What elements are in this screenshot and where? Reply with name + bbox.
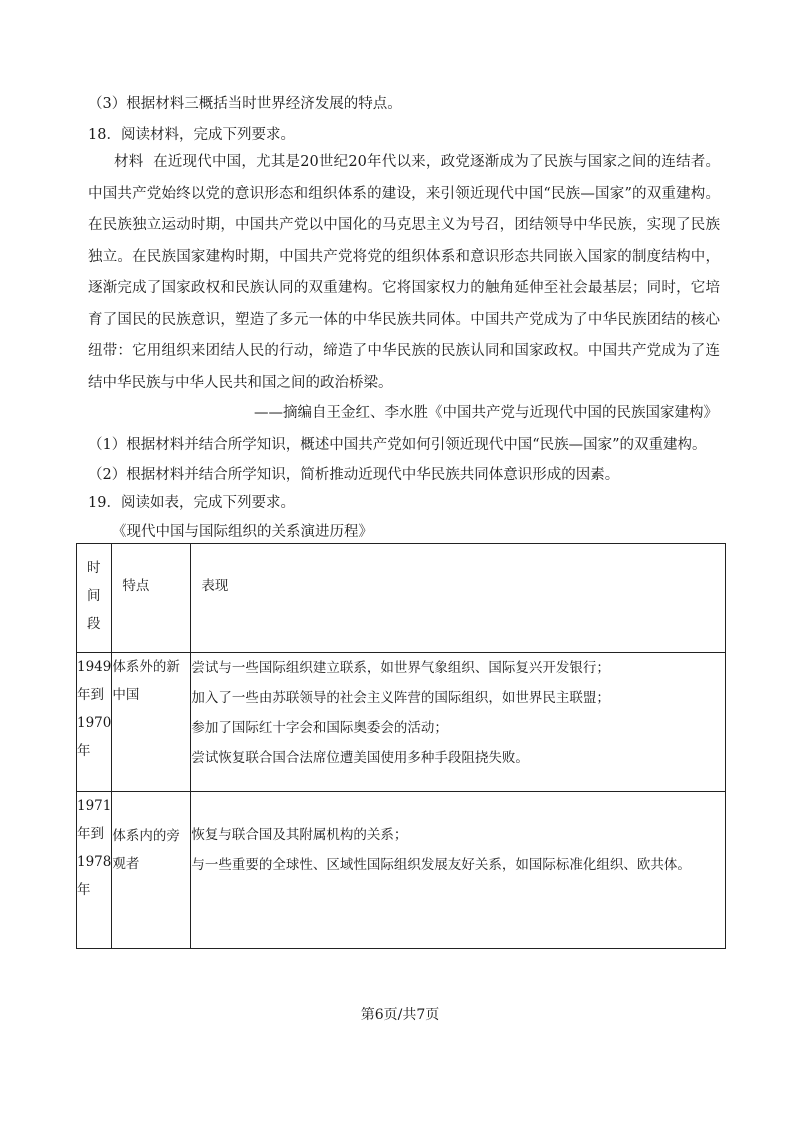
table-row [77,653,726,792]
period-line: 年到 [77,687,104,703]
period-line: 1971 [77,798,112,814]
relations-table [76,543,726,949]
feature-cell [112,792,191,949]
period-line: 年 [77,743,91,759]
detail-cell [191,653,726,792]
q18-source: ——摘编自王金红、李水胜《中国共产党与近现代中国的民族国家建构》 [254,405,718,421]
col-header-period [77,544,112,653]
detail-cell [191,792,726,949]
material-text: 在近现代中国，尤其是20世纪20年代以来，政党逐渐成为了民族与国家之间的连结者。中国共产党始终以党的意识形态和组织体系的建设，来引领近现代中国“民族—国家”的双重建构。在民族独立运动时期，中国共产党以中国化的马克思主义为号召，团结领导中华民族，实现了民族独立。在民族国家建构时期，中国共产党将党的组织体系和意识形态共同嵌入国家的制度结构中，逐渐完成了国家政权和民族认同的双重建构。它将国家权力的触角延伸至社会最基层；同时，它培育了国民的民族意识，塑造了多元一体的中华民族共同体。中国共产党成为了中华民族团结的核心纽带：它用组织来团结人民的行动，缔造了中华民族的民族认同和国家政权。中国共产党成为了连结中华民族与中华人民共和国之间的政治桥梁。 [88,154,721,391]
col-header-period-label: 时间段 [87,560,101,632]
table-title: 《现代中国与国际组织的关系演进历程》 [112,524,373,540]
table-header-row [77,544,726,653]
q17-sub3: （3）根据材料三概括当时世界经济发展的特点。 [88,96,402,112]
period-line: 年到 [77,826,104,842]
period-line: 年 [77,882,91,898]
detail-line: 尝试与一些国际组织建立联系，如世界气象组织、国际复兴开发银行； [191,660,610,676]
detail-line: 加入了一些由苏联领导的社会主义阵营的国际组织，如世界民主联盟； [191,690,610,706]
period-line: 1978 [77,854,112,870]
period-cell [77,653,112,792]
col-header-feature: 特点 [112,544,191,653]
feature-cell [112,653,191,792]
q18-sub1: （1）根据材料并结合所学知识，概述中国共产党如何引领近现代中国“民族—国家”的双重建构。 [88,437,707,453]
feature-text: 体系内的旁观者 [112,828,180,872]
table-row [77,792,726,949]
period-cell [77,792,112,949]
q18-material [88,147,720,399]
feature-text: 体系外的新中国 [112,659,180,703]
detail-line: 恢复与联合国及其附属机构的关系； [191,827,408,843]
detail-line: 与一些重要的全球性、区域性国际组织发展友好关系，如国际标准化组织、欧共体。 [191,857,691,873]
period-line: 1970 [77,715,112,731]
detail-line: 尝试恢复联合国合法席位遭美国使用多种手段阻挠失败。 [191,750,529,766]
page-footer: 第6页/共7页 [360,1007,440,1023]
q18-sub2: （2）根据材料并结合所学知识，简析推动近现代中华民族共同体意识形成的因素。 [88,467,620,483]
q19-heading: 19．阅读如表，完成下列要求。 [88,495,295,511]
col-header-detail: 表现 [191,544,726,653]
material-label: 材料 [114,154,144,170]
period-line: 1949 [77,659,112,675]
q18-heading: 18．阅读材料，完成下列要求。 [88,127,295,143]
detail-line: 参加了国际红十字会和国际奥委会的活动； [191,720,448,736]
